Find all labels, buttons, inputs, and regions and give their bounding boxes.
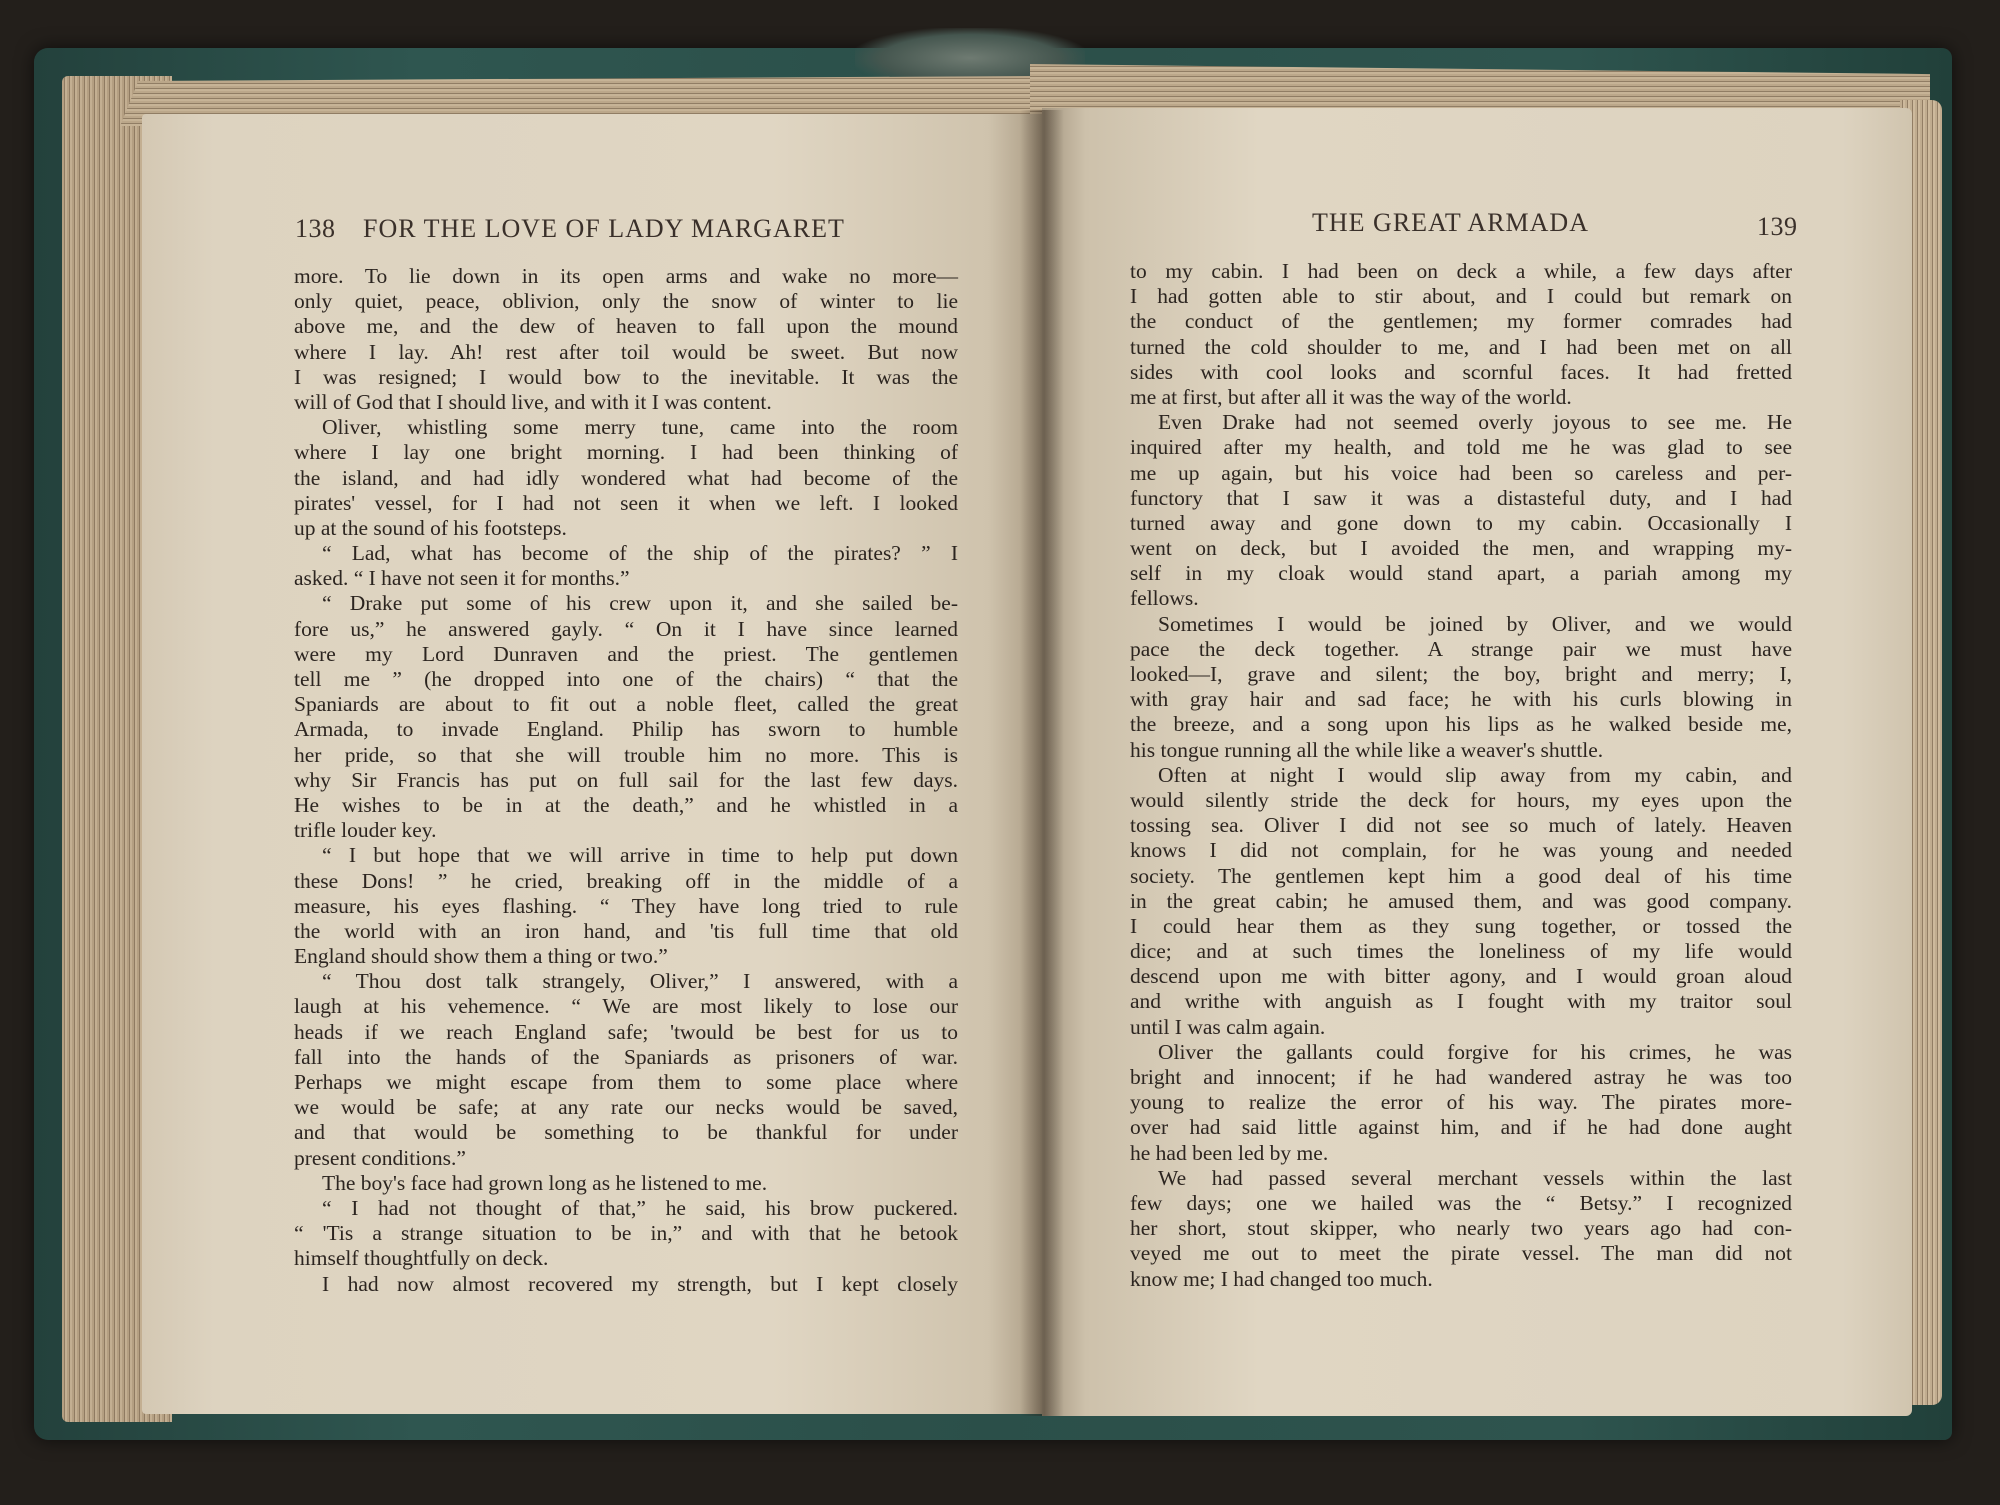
text-line: Often at night I would slip away from my cabin, and: [1158, 762, 1792, 787]
text-line: fore us,” he answered gayly. “ On it I have since learned: [294, 616, 958, 641]
text-line: Even Drake had not seemed overly joyous to see me. He: [1158, 410, 1792, 435]
text-line: pirates' vessel, for I had not seen it when we left. I looked: [294, 490, 958, 515]
text-line: tossing sea. Oliver I did not see so much of lately. Heaven: [1130, 813, 1792, 838]
text-line: “ Drake put some of his crew upon it, and she sailed be-: [322, 591, 958, 616]
text-line: pace the deck together. A strange pair we must have: [1130, 636, 1792, 661]
text-line: fellows.: [1130, 586, 1199, 611]
text-line: I had now almost recovered my strength, but I kept closely: [322, 1271, 958, 1296]
text-line: heads if we reach England safe; 'twould be best for us to: [294, 1019, 958, 1044]
book-gutter: [1020, 110, 1064, 1416]
text-line: the breeze, and a song upon his lips as he walked beside me,: [1130, 712, 1792, 737]
text-line: went on deck, but I avoided the men, and wrapping my-: [1130, 536, 1792, 561]
text-line: Sometimes I would be joined by Oliver, and we would: [1158, 611, 1792, 636]
text-line: sides with cool looks and scornful faces. It had fretted: [1130, 359, 1792, 384]
text-line: would silently stride the deck for hours, my eyes upon the: [1130, 787, 1792, 812]
text-line: know me; I had changed too much.: [1130, 1266, 1433, 1291]
text-line: society. The gentlemen kept him a good deal of his time: [1130, 863, 1792, 888]
text-line: to my cabin. I had been on deck a while, a few days after: [1130, 259, 1792, 283]
text-line: in the great cabin; he amused them, and was good company.: [1130, 888, 1792, 913]
text-line: “ Lad, what has become of the ship of the pirates? ” I: [322, 541, 958, 566]
text-line: above me, and the dew of heaven to fall upon the mound: [294, 314, 958, 339]
text-line: I could hear them as they sung together, or tossed the: [1130, 913, 1792, 938]
text-line: where I lay one bright morning. I had been thinking of: [294, 440, 958, 465]
text-line: veyed me out to meet the pirate vessel. The man did not: [1130, 1241, 1792, 1266]
text-line: I was resigned; I would bow to the inevitable. It was the: [294, 364, 958, 389]
text-line: why Sir Francis has put on full sail for the last few days.: [294, 767, 958, 792]
text-line: Perhaps we might escape from them to some place where: [294, 1070, 958, 1094]
right-running-head: THE GREAT ARMADA: [1312, 208, 1589, 237]
text-line: the island, and had idly wondered what had become of the: [294, 465, 958, 490]
text-line: until I was calm again.: [1130, 1014, 1326, 1039]
text-line: measure, his eyes flashing. “ They have long tried to rule: [294, 893, 958, 918]
text-line: Oliver, whistling some merry tune, came into the room: [322, 415, 958, 440]
text-line: up at the sound of his footsteps.: [294, 515, 567, 540]
text-line: me up again, but his voice had been so careless and per-: [1130, 460, 1792, 485]
text-line: Spaniards are about to fit out a noble fleet, called the great: [294, 692, 958, 717]
text-line: functory that I saw it was a distasteful duty, and I had: [1130, 485, 1792, 510]
text-line: “ I had not thought of that,” he said, his brow puckered.: [322, 1195, 958, 1220]
left-page-text: [294, 264, 958, 1297]
text-line: turned the cold shoulder to me, and I had been met on all: [1130, 334, 1792, 359]
text-line: He wishes to be in at the death,” and he whistled in a: [294, 792, 958, 817]
text-line: asked. “ I have not seen it for months.”: [294, 566, 630, 591]
text-line: knows I did not complain, for he was young and needed: [1130, 838, 1792, 863]
text-line: her pride, so that she will trouble him no more. This is: [294, 742, 958, 767]
text-line: his tongue running all the while like a weaver's shuttle.: [1130, 737, 1604, 762]
text-line: and that would be something to be thankful for under: [294, 1120, 958, 1145]
text-line: We had passed several merchant vessels within the last: [1158, 1165, 1792, 1190]
text-line: young to realize the error of his way. The pirates more-: [1130, 1090, 1792, 1115]
text-line: with gray hair and sad face; he with his curls blowing in: [1130, 687, 1792, 712]
right-page-number: 139: [1757, 212, 1798, 241]
text-line: The boy's face had grown long as he listened to me.: [322, 1170, 768, 1195]
text-line: these Dons! ” he cried, breaking off in the middle of a: [294, 868, 958, 893]
text-line: turned away and gone down to my cabin. Occasionally I: [1130, 510, 1792, 535]
text-line: “ I but hope that we will arrive in time to help put down: [322, 843, 958, 868]
text-line: “ 'Tis a strange situation to be in,” and with that he betook: [294, 1221, 958, 1246]
text-line: were my Lord Dunraven and the priest. The gentlemen: [294, 641, 958, 666]
text-line: Armada, to invade England. Philip has sworn to humble: [294, 717, 958, 742]
text-line: few days; one we hailed was the “ Betsy.” I recognized: [1130, 1190, 1792, 1215]
text-line: self in my cloak would stand apart, a pariah among my: [1130, 561, 1792, 586]
text-line: inquired after my health, and told me he was glad to see: [1130, 435, 1792, 460]
text-line: England should show them a thing or two.”: [294, 944, 668, 969]
text-line: looked—I, grave and silent; the boy, bright and merry; I,: [1130, 662, 1792, 686]
text-line: the conduct of the gentlemen; my former comrades had: [1130, 309, 1792, 334]
text-line: he had been led by me.: [1130, 1140, 1329, 1165]
text-line: more. To lie down in its open arms and wake no more—: [294, 264, 958, 288]
left-page-number: 138: [295, 214, 336, 243]
text-line: fall into the hands of the Spaniards as prisoners of war.: [294, 1044, 958, 1069]
text-line: descend upon me with bitter agony, and I would groan aloud: [1130, 964, 1792, 989]
text-line: himself thoughtfully on deck.: [294, 1246, 549, 1271]
text-line: her short, stout skipper, who nearly two years ago had con-: [1130, 1216, 1792, 1241]
text-line: bright and innocent; if he had wandered astray he was too: [1130, 1065, 1792, 1089]
text-line: and writhe with anguish as I fought with my traitor soul: [1130, 989, 1792, 1014]
text-line: Oliver the gallants could forgive for his crimes, he was: [1158, 1039, 1792, 1064]
text-line: we would be safe; at any rate our necks would be saved,: [294, 1095, 958, 1120]
text-line: over had said little against him, and if he had done aught: [1130, 1115, 1792, 1140]
text-line: will of God that I should live, and with it I was content.: [294, 389, 772, 414]
text-line: dice; and at such times the loneliness of my life would: [1130, 939, 1792, 964]
text-line: present conditions.”: [294, 1145, 466, 1170]
text-line: trifle louder key.: [294, 818, 437, 843]
text-line: the world with an iron hand, and 'tis full time that old: [294, 918, 958, 943]
text-line: tell me ” (he dropped into one of the chairs) “ that the: [294, 667, 958, 691]
text-line: only quiet, peace, oblivion, only the snow of winter to lie: [294, 289, 958, 314]
text-line: I had gotten able to stir about, and I could but remark on: [1130, 284, 1792, 309]
right-page-text: [1130, 259, 1792, 1292]
text-line: laugh at his vehemence. “ We are most likely to lose our: [294, 994, 958, 1019]
left-running-head: FOR THE LOVE OF LADY MARGARET: [363, 214, 845, 243]
text-line: “ Thou dost talk strangely, Oliver,” I answered, with a: [322, 969, 958, 994]
text-line: me at first, but after all it was the way of the world.: [1130, 384, 1572, 409]
text-line: where I lay. Ah! rest after toil would be sweet. But now: [294, 339, 958, 364]
